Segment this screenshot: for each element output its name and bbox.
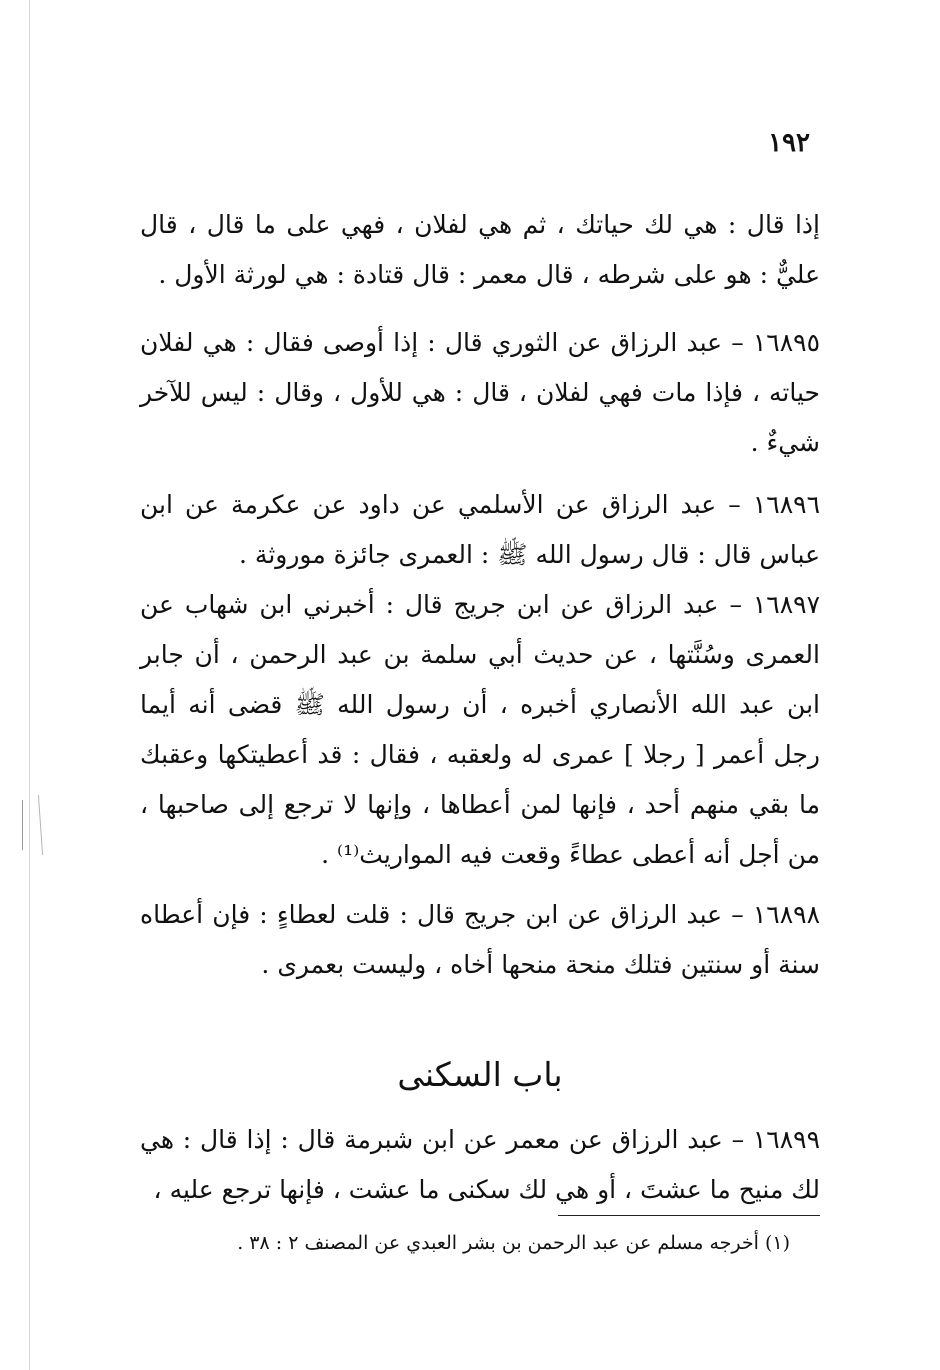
hadith-16898: ١٦٨٩٨ – عبد الرزاق عن ابن جريج قال : قلت لعطاءٍ : فإن أعطاه سنة أو سنتين فتلك منحة منحها أخاه ، وليست بعمرى . — [140, 900, 820, 979]
hadith-16897: ١٦٨٩٧ – عبد الرزاق عن ابن جريج قال : أخبرني ابن شهاب عن العمرى وسُنَّتها ، عن حديث أبي سلمة بن عبد الرحمن ، أن جابر ابن عبد الله الأنصاري أخبره ، أن رسول الله ﷺ قضى أنه أيما رجل أعمر [ رجلا ] عمرى له ولعقبه ، فقال : قد أعطيتكها وعقبك ما بقي منهم أحد ، فإنها لمن أعطاها ، وإنها لا ترجع إلى صاحبها ، من أجل أنه أعطى عطاءً وقعت فيه المواريث⁽¹⁾ . — [140, 590, 820, 869]
hadith-16899: ١٦٨٩٩ – عبد الرزاق عن معمر عن ابن شبرمة قال : إذا قال : هي لك منيح ما عشتَ ، أو هي لك سكنى ما عشت ، فإنها ترجع عليه ، — [140, 1125, 820, 1204]
footnote: (١) أخرجه مسلم عن عبد الرحمن بن بشر العبدي عن المصنف ٢ : ٣٨ . — [237, 1232, 790, 1254]
hadith-16896: ١٦٨٩٦ – عبد الرزاق عن الأسلمي عن داود عن عكرمة عن ابن عباس قال : قال رسول الله ﷺ : العمرى جائزة موروثة . — [140, 490, 820, 569]
paragraph — [140, 580, 820, 880]
paragraph — [140, 200, 820, 300]
scan-margin-mark — [22, 800, 23, 850]
section-heading: باب السكنى — [397, 1055, 563, 1094]
scan-margin-mark — [38, 795, 43, 855]
paragraph — [140, 480, 820, 580]
hadith-16895: ١٦٨٩٥ – عبد الرزاق عن الثوري قال : إذا أوصى فقال : هي لفلان حياته ، فإذا مات فهي لفلان ، قال : هي للأول ، وقال : ليس للآخر شيءٌ . — [140, 328, 820, 457]
paragraph — [140, 890, 820, 990]
scan-margin-line — [29, 0, 30, 1370]
paragraph — [140, 1115, 820, 1215]
paragraph-text: إذا قال : هي لك حياتك ، ثم هي لفلان ، فهي على ما قال ، قال عليٌّ : هو على شرطه ، قال معمر : قال قتادة : هي لورثة الأول . — [140, 210, 820, 289]
paragraph — [140, 318, 820, 468]
page-number: ١٩٢ — [768, 128, 810, 158]
footnote-divider — [558, 1215, 820, 1216]
